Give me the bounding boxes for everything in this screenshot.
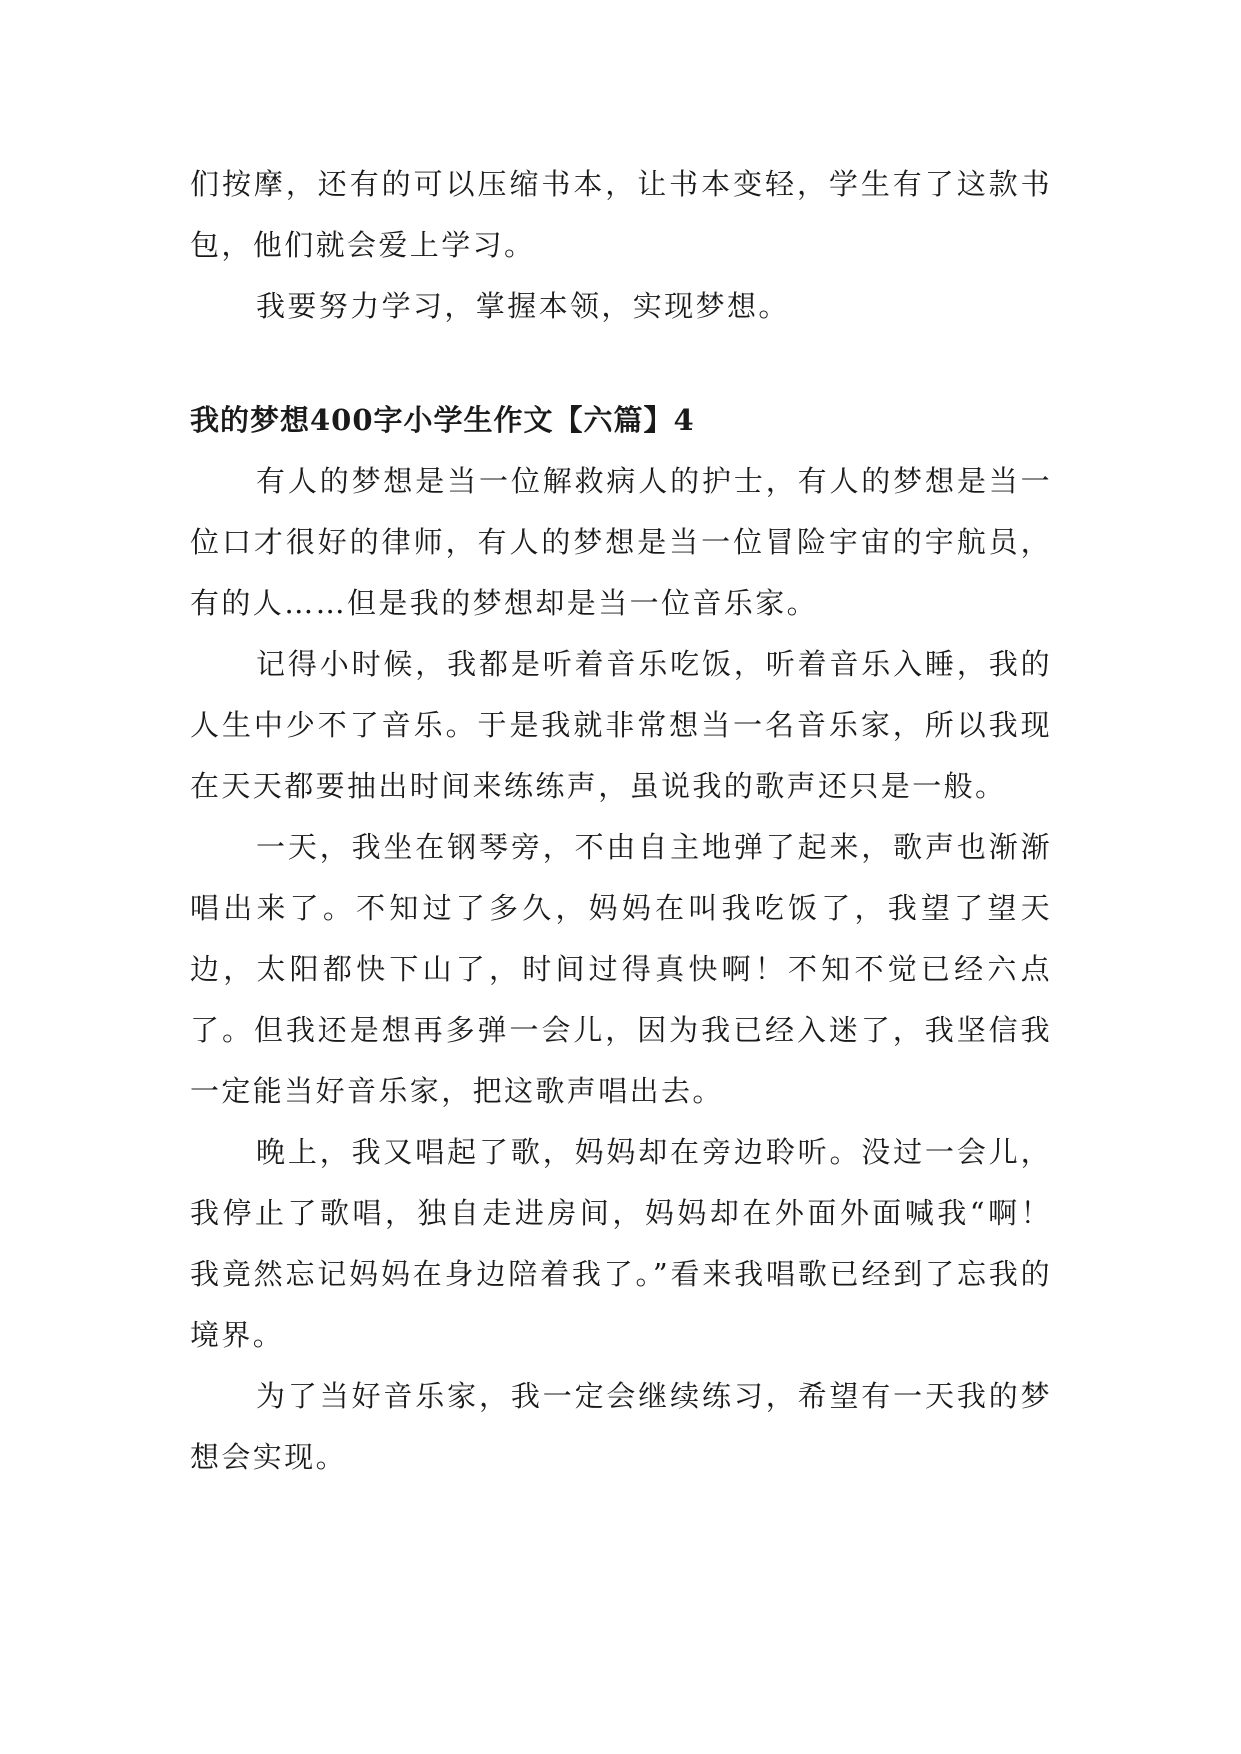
essay-title: 我的梦想400字小学生作文【六篇】4 <box>190 403 695 437</box>
paragraph: 一天，我坐在钢琴旁，不由自主地弹了起来，歌声也渐渐唱出来了。不知过了多久，妈妈在叫我吃饭了，我望了望天边，太阳都快下山了，时间过得真快啊！不知不觉已经六点了。但我还是想再多弹一会儿，因为我已经入迷了，我坚信我一定能当好音乐家，把这歌声唱出去。 <box>190 830 1052 1108</box>
paragraph: 们按摩，还有的可以压缩书本，让书本变轻，学生有了这款书包，他们就会爱上学习。 <box>190 167 1052 262</box>
paragraph: 为了当好音乐家，我一定会继续练习，希望有一天我的梦想会实现。 <box>190 1379 1052 1474</box>
essay-section <box>190 390 1052 1488</box>
paragraph: 我要努力学习，掌握本领，实现梦想。 <box>256 289 790 323</box>
previous-essay-ending <box>190 154 1052 337</box>
paragraph: 晚上，我又唱起了歌，妈妈却在旁边聆听。没过一会儿，我停止了歌唱，独自走进房间，妈妈却在外面外面喊我“啊！我竟然忘记妈妈在身边陪着我了。”看来我唱歌已经到了忘我的境界。 <box>190 1135 1052 1352</box>
paragraph: 记得小时候，我都是听着音乐吃饭，听着音乐入睡，我的人生中少不了音乐。于是我就非常想当一名音乐家，所以我现在天天都要抽出时间来练练声，虽说我的歌声还只是一般。 <box>190 647 1052 803</box>
paragraph: 有人的梦想是当一位解救病人的护士，有人的梦想是当一位口才很好的律师，有人的梦想是当一位冒险宇宙的宇航员，有的人……但是我的梦想却是当一位音乐家。 <box>190 464 1052 620</box>
